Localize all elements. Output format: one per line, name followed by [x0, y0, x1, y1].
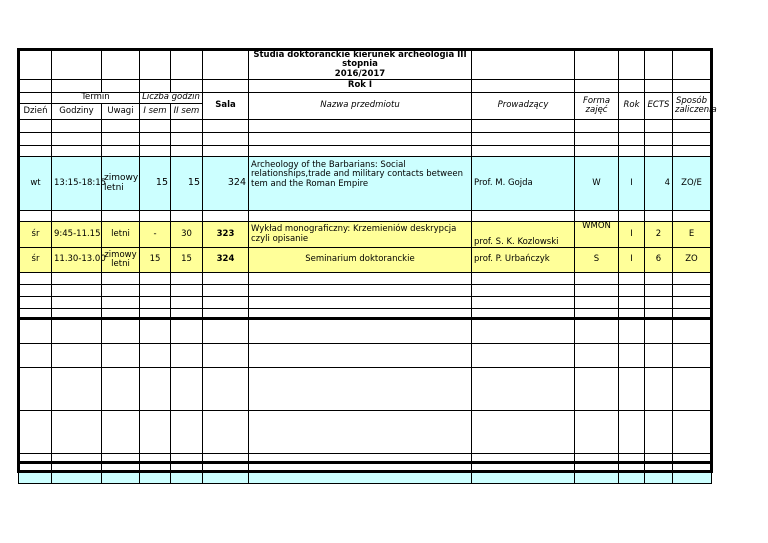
- cell-prowadzacy: prof. S. K. Kozlowski: [472, 222, 575, 248]
- cell-uwagi: letni: [102, 222, 140, 248]
- sala-header: Sala: [203, 93, 249, 120]
- cell-forma: WMON: [575, 222, 619, 248]
- cell-rok: I: [619, 157, 645, 211]
- table-row: [19, 222, 712, 248]
- liczba-godzin-header: Liczba godzin: [140, 93, 203, 104]
- cell-sala: 323: [203, 222, 249, 248]
- cell-sposob: E: [673, 222, 712, 248]
- cell-sala: 324: [203, 157, 249, 211]
- godziny-header: Godziny: [52, 104, 102, 120]
- sposob-header-line-2: zaliczenia: [675, 105, 717, 116]
- cell-ects: 2: [645, 222, 673, 248]
- title-line-1: Studia doktoranckie kierunek archeologia III stopnia: [253, 50, 467, 70]
- cell-nazwa: Archeology of the Barbarians: Social relationships,trade and military contacts between tem and the Roman Empire: [249, 157, 472, 211]
- cell-godziny: 9:45-11.15: [52, 222, 102, 248]
- forma-header-line-2: zajęć: [585, 105, 608, 116]
- cell-dzien: śr: [19, 222, 52, 248]
- ii-sem-header: II sem: [171, 104, 203, 120]
- cell-dzien: wt: [19, 157, 52, 211]
- cell-godziny: 11.30-13.00: [52, 248, 102, 273]
- cell-ects: 6: [645, 248, 673, 273]
- cell-uwagi: [102, 248, 140, 273]
- year-label: Rok I: [249, 80, 472, 93]
- uwagi-line-2: letni: [104, 182, 124, 193]
- cell-godziny: 13:15-18:15: [52, 157, 102, 211]
- cell-uwagi: [102, 157, 140, 211]
- cell-nazwa: Wykład monograficzny: Krzemieniów deskrypcja czyli opisanie: [249, 222, 472, 248]
- ects-header: ECTS: [645, 93, 673, 120]
- cell-rok: I: [619, 222, 645, 248]
- cell-sposob: ZO/E: [673, 157, 712, 211]
- cell-prowadzacy: prof. P. Urbańczyk: [472, 248, 575, 273]
- cell-forma: S: [575, 248, 619, 273]
- cell-i-sem: 15: [140, 248, 171, 273]
- cell-i-sem: 15: [140, 157, 171, 211]
- title-line-2: 2016/2017: [334, 68, 386, 79]
- cell-nazwa: Seminarium doktoranckie: [249, 248, 472, 273]
- termin-header: Termin: [52, 93, 140, 104]
- cell-sala: 324: [203, 248, 249, 273]
- prowadzacy-header: Prowadzący: [472, 93, 575, 120]
- i-sem-header: I sem: [140, 104, 171, 120]
- cell-prowadzacy: Prof. M. Gojda: [472, 157, 575, 211]
- rok-header: Rok: [619, 93, 645, 120]
- cell-ii-sem: 30: [171, 222, 203, 248]
- sposob-header-line-1: Sposób: [675, 95, 708, 106]
- cell-ii-sem: 15: [171, 248, 203, 273]
- sposob-header: [673, 93, 717, 120]
- dzien-header: Dzień: [19, 104, 52, 120]
- uwagi-header: Uwagi: [102, 104, 140, 120]
- cell-ects: 4: [645, 157, 673, 211]
- uwagi-line-2: letni: [111, 259, 130, 270]
- uwagi-line-1: zimowy: [104, 249, 137, 260]
- cell-i-sem: -: [140, 222, 171, 248]
- cell-sposob: ZO: [673, 248, 712, 273]
- uwagi-line-1: zimowy: [104, 172, 139, 183]
- schedule-table: [17, 48, 717, 484]
- forma-header: [575, 93, 619, 120]
- cell-ii-sem: 15: [171, 157, 203, 211]
- forma-header-line-1: Forma: [582, 95, 611, 106]
- table-row: [19, 248, 712, 273]
- cell-rok: I: [619, 248, 645, 273]
- title-cell: [249, 50, 472, 80]
- cell-forma: W: [575, 157, 619, 211]
- nazwa-header: Nazwa przedmiotu: [249, 93, 472, 120]
- cell-dzien: śr: [19, 248, 52, 273]
- table-row: [19, 157, 712, 211]
